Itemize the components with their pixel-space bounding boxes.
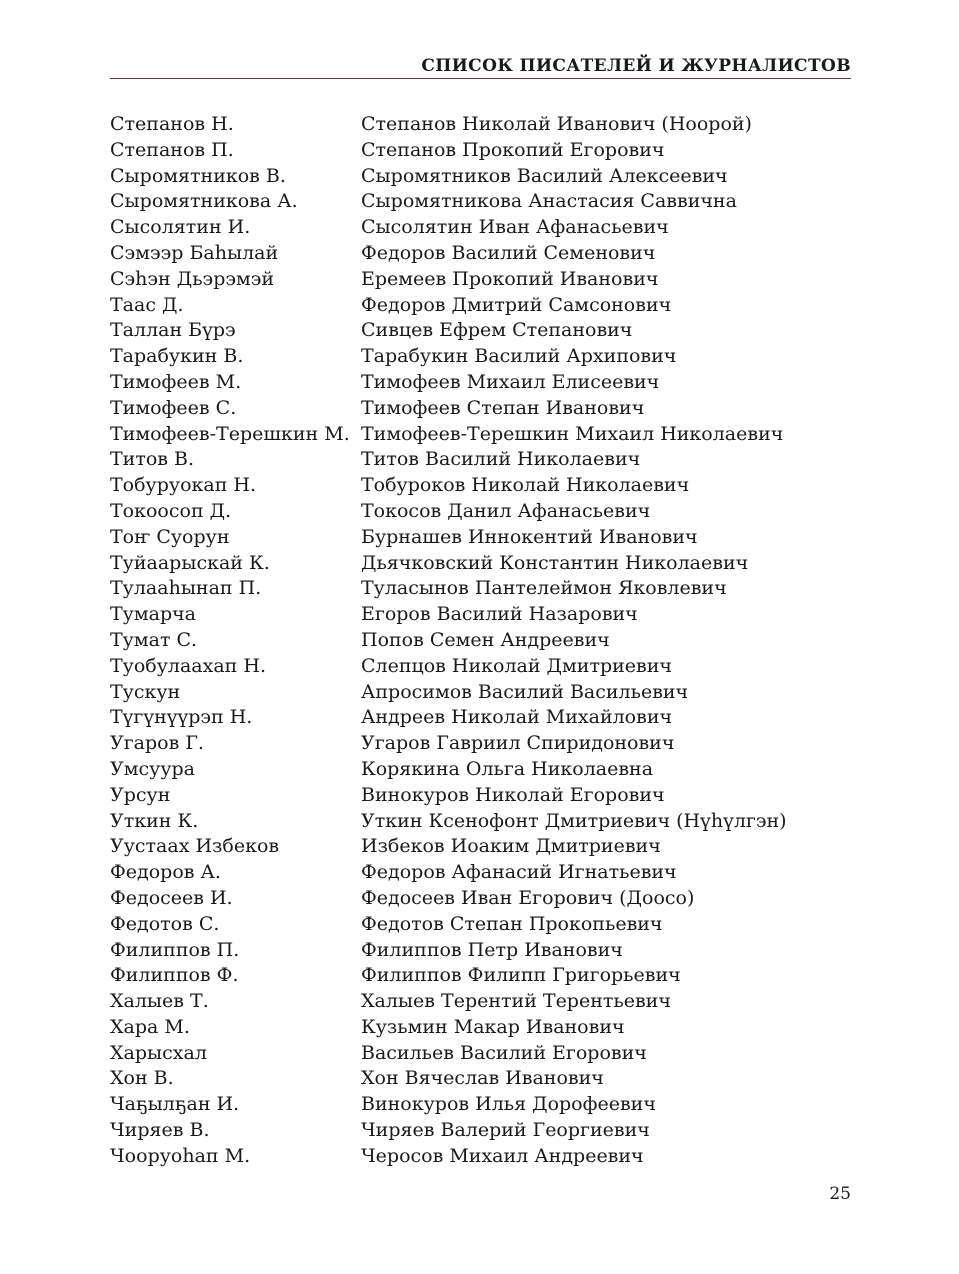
list-item xyxy=(110,938,851,964)
pseudonym: Тимофеев М. xyxy=(110,370,242,393)
pseudonym: Хон В. xyxy=(110,1067,174,1090)
pseudonym: Халыев Т. xyxy=(110,990,209,1013)
writers-list xyxy=(110,112,851,1170)
list-item xyxy=(110,396,851,422)
full-name: Федоров Василий Семенович xyxy=(361,241,656,264)
pseudonym: Харысхал xyxy=(110,1041,207,1064)
pseudonym: Чооруоһап М. xyxy=(110,1144,251,1167)
full-name: Федотов Степан Прокопьевич xyxy=(361,912,663,935)
full-name: Туласынов Пантелеймон Яковлевич xyxy=(361,577,727,600)
full-name: Сыромятников Василий Алексеевич xyxy=(361,164,728,187)
list-item xyxy=(110,267,851,293)
list-item xyxy=(110,499,851,525)
list-item xyxy=(110,576,851,602)
list-item xyxy=(110,189,851,215)
pseudonym: Чаҕылҕан И. xyxy=(110,1093,240,1116)
pseudonym: Тускун xyxy=(110,680,181,703)
full-name: Филиппов Петр Иванович xyxy=(361,938,623,961)
pseudonym: Тарабукин В. xyxy=(110,345,244,368)
pseudonym: Токоосоп Д. xyxy=(110,499,232,522)
full-name: Попов Семен Андреевич xyxy=(361,628,610,651)
pseudonym: Туйаарыскай К. xyxy=(110,551,270,574)
full-name: Чиряев Валерий Георгиевич xyxy=(361,1119,650,1142)
pseudonym: Урсун xyxy=(110,783,171,806)
full-name: Андреев Николай Михайлович xyxy=(361,706,673,729)
list-item xyxy=(110,886,851,912)
full-name: Степанов Николай Иванович (Ноорой) xyxy=(361,113,752,135)
list-item xyxy=(110,112,851,138)
full-name: Еремеев Прокопий Иванович xyxy=(361,267,659,290)
pseudonym: Федосеев И. xyxy=(110,886,233,909)
list-item xyxy=(110,1015,851,1041)
pseudonym: Тумат С. xyxy=(110,628,198,651)
pseudonym: Тулааһынап П. xyxy=(110,577,262,600)
pseudonym: Таллан Бүрэ xyxy=(110,319,236,342)
list-item xyxy=(110,912,851,938)
pseudonym: Сысолятин И. xyxy=(110,216,251,239)
list-item xyxy=(110,680,851,706)
full-name: Избеков Иоаким Дмитриевич xyxy=(361,835,661,858)
full-name: Уткин Ксенофонт Дмитриевич (Нүһүлгэн) xyxy=(361,809,787,832)
pseudonym: Федотов С. xyxy=(110,912,220,935)
pseudonym: Сыромятников В. xyxy=(110,164,286,187)
pseudonym: Степанов Н. xyxy=(110,113,234,135)
full-name: Слепцов Николай Дмитриевич xyxy=(361,654,672,677)
running-header xyxy=(110,48,851,79)
full-name: Сыромятникова Анастасия Саввична xyxy=(361,190,737,213)
pseudonym: Тимофеев С. xyxy=(110,396,237,419)
pseudonym: Тобуруокап Н. xyxy=(110,474,257,497)
full-name: Винокуров Николай Егорович xyxy=(361,783,665,806)
list-item xyxy=(110,628,851,654)
list-item xyxy=(110,1041,851,1067)
full-name: Корякина Ольга Николаевна xyxy=(361,757,654,780)
pseudonym: Тумарча xyxy=(110,603,197,626)
pseudonym: Сыромятникова А. xyxy=(110,190,298,213)
list-item xyxy=(110,809,851,835)
pseudonym: Уткин К. xyxy=(110,809,199,832)
full-name: Титов Василий Николаевич xyxy=(361,448,641,471)
pseudonym: Уустаах Избеков xyxy=(110,835,280,858)
list-item xyxy=(110,138,851,164)
full-name: Тимофеев-Терешкин Михаил Николаевич xyxy=(361,422,784,445)
pseudonym: Филиппов П. xyxy=(110,938,240,961)
pseudonym: Степанов П. xyxy=(110,138,234,161)
list-item xyxy=(110,447,851,473)
pseudonym: Федоров А. xyxy=(110,861,221,884)
list-item xyxy=(110,293,851,319)
full-name: Сивцев Ефрем Степанович xyxy=(361,319,633,342)
full-name: Федоров Афанасий Игнатьевич xyxy=(361,861,677,884)
full-name: Федосеев Иван Егорович (Доосо) xyxy=(361,886,695,909)
list-item xyxy=(110,963,851,989)
list-item xyxy=(110,1092,851,1118)
list-item xyxy=(110,525,851,551)
pseudonym: Тимофеев-Терешкин М. xyxy=(110,422,350,445)
full-name: Винокуров Илья Дорофеевич xyxy=(361,1093,656,1116)
full-name: Халыев Терентий Терентьевич xyxy=(361,990,671,1013)
page-number: 25 xyxy=(829,1184,851,1204)
pseudonym: Түгүнүүрэп Н. xyxy=(110,706,253,729)
list-item xyxy=(110,705,851,731)
list-item xyxy=(110,422,851,448)
pseudonym: Чиряев В. xyxy=(110,1119,210,1142)
full-name: Кузьмин Макар Иванович xyxy=(361,1015,625,1038)
full-name: Тимофеев Михаил Елисеевич xyxy=(361,370,660,393)
pseudonym: Сэмээр Баһылай xyxy=(110,241,279,264)
list-item xyxy=(110,834,851,860)
list-item xyxy=(110,989,851,1015)
list-item xyxy=(110,1066,851,1092)
list-item xyxy=(110,654,851,680)
full-name: Сысолятин Иван Афанасьевич xyxy=(361,216,669,239)
full-name: Черосов Михаил Андреевич xyxy=(361,1144,644,1167)
full-name: Угаров Гавриил Спиридонович xyxy=(361,732,675,755)
list-item xyxy=(110,1118,851,1144)
list-item xyxy=(110,731,851,757)
full-name: Хон Вячеслав Иванович xyxy=(361,1067,604,1090)
list-item xyxy=(110,344,851,370)
full-name: Тобуроков Николай Николаевич xyxy=(361,474,690,497)
full-name: Дьячковский Константин Николаевич xyxy=(361,551,749,574)
list-item xyxy=(110,783,851,809)
list-item xyxy=(110,1144,851,1170)
list-item xyxy=(110,551,851,577)
list-item xyxy=(110,370,851,396)
full-name: Тарабукин Василий Архипович xyxy=(361,345,677,368)
list-item xyxy=(110,602,851,628)
full-name: Тимофеев Степан Иванович xyxy=(361,396,645,419)
pseudonym: Угаров Г. xyxy=(110,732,204,755)
pseudonym: Таас Д. xyxy=(110,293,184,316)
full-name: Степанов Прокопий Егорович xyxy=(361,138,665,161)
header-title: СПИСОК ПИСАТЕЛЕЙ И ЖУРНАЛИСТОВ xyxy=(421,56,851,76)
pseudonym: Филиппов Ф. xyxy=(110,964,239,987)
full-name: Федоров Дмитрий Самсонович xyxy=(361,293,672,316)
list-item xyxy=(110,164,851,190)
list-item xyxy=(110,757,851,783)
full-name: Бурнашев Иннокентий Иванович xyxy=(361,525,698,548)
list-item xyxy=(110,241,851,267)
list-item xyxy=(110,215,851,241)
full-name: Егоров Василий Назарович xyxy=(361,603,638,626)
pseudonym: Тоҥ Суорун xyxy=(110,525,230,548)
list-item xyxy=(110,860,851,886)
list-item xyxy=(110,318,851,344)
pseudonym: Хара М. xyxy=(110,1015,190,1038)
pseudonym: Титов В. xyxy=(110,448,195,471)
list-item xyxy=(110,473,851,499)
full-name: Апросимов Василий Васильевич xyxy=(361,680,689,703)
full-name: Васильев Василий Егорович xyxy=(361,1041,647,1064)
pseudonym: Туобулаахап Н. xyxy=(110,654,266,677)
full-name: Токосов Данил Афанасьевич xyxy=(361,499,651,522)
pseudonym: Умсуура xyxy=(110,757,195,780)
full-name: Филиппов Филипп Григорьевич xyxy=(361,964,681,987)
pseudonym: Сэһэн Дьэрэмэй xyxy=(110,267,275,290)
